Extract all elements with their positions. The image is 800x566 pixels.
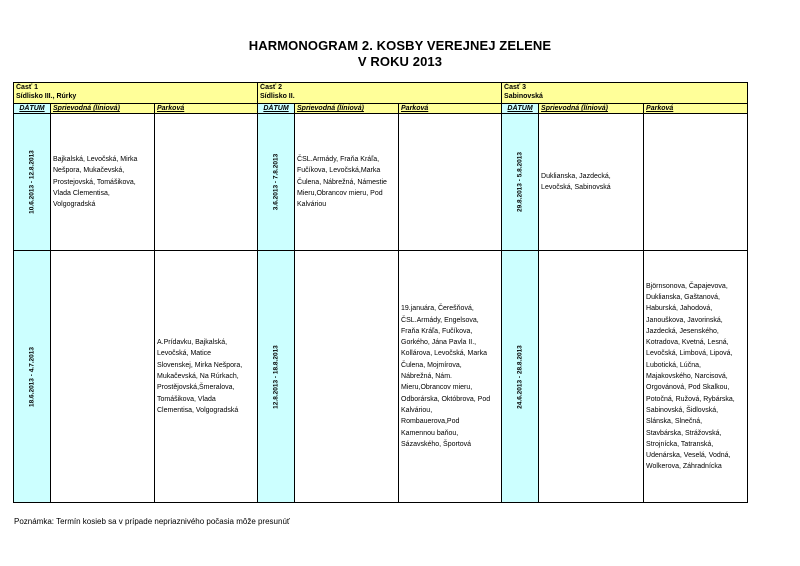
date-range: 29.8.2013 - 5.8.2013 — [516, 152, 524, 213]
linear-column-header: Sprievodná (líniová) — [295, 104, 399, 114]
linear-column-header: Sprievodná (líniová) — [51, 104, 155, 114]
street-list: ČSL.Armády, Fraňa Kráľa, Fučíkova, Levočská,Marka Čulena, Nábrežná, Námestie Mieru,Obrancov mieru, Pod Kalváriou — [297, 155, 387, 209]
date-cell — [14, 114, 51, 251]
date-range: 12.8.2013 - 18.8.2013 — [272, 344, 280, 409]
schedule-table — [13, 82, 748, 503]
document-title: HARMONOGRAM 2. KOSBY VEREJNEJ ZELENE — [248, 38, 552, 53]
linear-cell — [51, 251, 155, 503]
document-subtitle: V ROKU 2013 — [357, 54, 443, 69]
part-1-header — [14, 83, 258, 104]
park-cell — [399, 251, 502, 503]
park-column-header: Parková — [644, 104, 748, 114]
date-cell — [502, 251, 539, 503]
part-2-area: Sídlisko II. — [260, 93, 295, 100]
part-2-name: Časť 2 — [260, 84, 283, 91]
date-column-header: DÁTUM — [258, 104, 295, 114]
date-cell — [258, 251, 295, 503]
part-3-header — [502, 83, 748, 104]
linear-column-header: Sprievodná (líniová) — [539, 104, 644, 114]
park-cell — [399, 114, 502, 251]
park-cell — [155, 251, 258, 503]
date-range: 18.6.2013 - 4.7.2013 — [28, 346, 36, 407]
footnote: Poznámka: Termín kosieb sa v prípade nepriaznivého počasia môže presunúť — [14, 517, 290, 526]
table-row — [14, 114, 748, 251]
linear-cell — [295, 114, 399, 251]
table-row — [14, 251, 748, 503]
date-range: 10.6.2013 - 12.8.2013 — [28, 150, 36, 215]
street-list: 19.januára, Čerešňová, ČSL.Armády, Engelsova, Fraňa Kráľa, Fučíkova, Gorkého, Jána Pavla II., Kollárova, Levočská, Marka Čulena, Mojmírova, Nábrežná, Nám. Mieru,Obrancov mieru, Odborárska, Októbrova, Pod Kalváriou, Rombauerova,Pod Kamennou baňou, Sázavského, Športová — [401, 305, 491, 448]
date-cell — [258, 114, 295, 251]
date-range: 3.6.2013 - 7.8.2013 — [272, 154, 280, 211]
park-column-header: Parková — [399, 104, 502, 114]
street-list: A.Prídavku, Bajkalská, Levočská, Matice Slovenskej, Mirka Nešpora, Mukačevská, Na Rúrkach, Prostějovská,Šmeralova, Tomášikova, Vlada Clementisa, Volgogradská — [157, 339, 243, 414]
part-3-name: Časť 3 — [504, 84, 527, 91]
park-cell — [155, 114, 258, 251]
date-cell — [14, 251, 51, 503]
street-list: Björnsonova, Čapajevova, Duklianska, Gaštanová, Haburská, Jahodová, Janouškova, Javorinská, Jazdecká, Jesenského, Kotradova, Kvetná, Lesná, Levočská, Limbová, Lipová, Lubotická, Lúčna, Majakovského, Narcisová, Orgovánová, Pod Skalkou, Potočná, Ružová, Rybárska, Sabinovská, Šidlovská, Slánska, Slnečná, Stavbárska, Strážovská, Strojnícka, Tatranská, Udenárska, Veselá, Vodná, Wolkerova, Záhradnícka — [646, 282, 735, 471]
park-column-header: Parková — [155, 104, 258, 114]
part-2-header — [258, 83, 502, 104]
street-list: Duklianska, Jazdecká, Levočská, Sabinovská — [541, 172, 611, 192]
street-list: Bajkalská, Levočská, Mirka Nešpora, Mukačevská, Prostejovská, Tomášikova, Vlada Clementisa, Volgogradská — [53, 155, 138, 209]
park-cell — [644, 251, 748, 503]
date-column-header: DÁTUM — [502, 104, 539, 114]
linear-cell — [539, 251, 644, 503]
linear-cell — [295, 251, 399, 503]
date-range: 24.6.2013 - 28.8.2013 — [516, 344, 524, 409]
part-3-area: Sabinovská — [504, 93, 543, 100]
date-cell — [502, 114, 539, 251]
part-1-area: Sídlisko III., Rúrky — [16, 93, 77, 100]
date-column-header: DÁTUM — [14, 104, 51, 114]
linear-cell — [539, 114, 644, 251]
park-cell — [644, 114, 748, 251]
part-1-name: Časť 1 — [16, 84, 39, 91]
linear-cell — [51, 114, 155, 251]
